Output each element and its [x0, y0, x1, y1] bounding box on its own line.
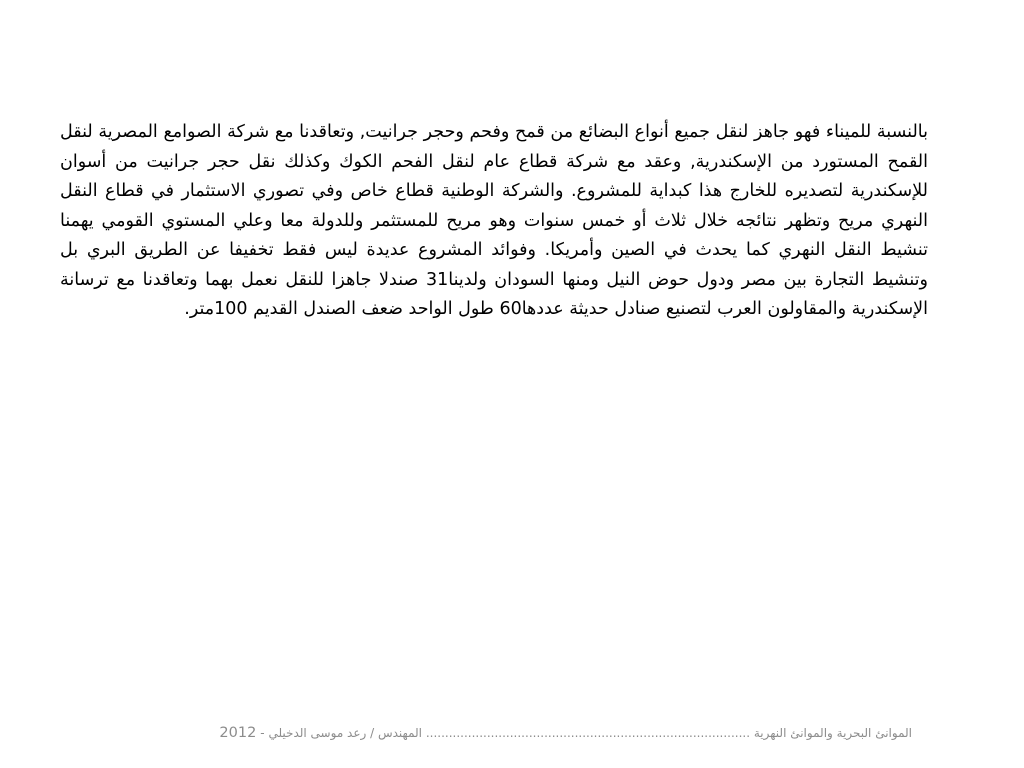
- slide-footer: [100, 718, 912, 748]
- footer-year: 2012: [219, 725, 257, 741]
- body-paragraph: بالنسبة للميناء فهو جاهز لنقل جميع أنواع البضائع من قمح وفحم وحجر جرانيت, وتعاقدنا مع شركة الصوامع المصرية لنقل القمح المستورد من الإسكندرية, وعقد مع شركة قطاع عام لنقل الفحم الكوك وكذلك نقل حجر جرانيت من أسوان للإسكندرية لتصديره للخارج هذا كبداية للمشروع. والشركة الوطنية قطاع خاص وفي تصوري الاستثمار في قطاع النقل النهري مريح وتظهر نتائجه خلال ثلاث أو خمس سنوات وهو مريح للمستثمر وللدولة معا وعلي المستوي القومي يهمنا تنشيط النقل النهري كما يحدث في الصين وأمريكا. وفوائد المشروع عديدة ليس فقط تخفيفا عن الطريق البري بل وتنشيط التجارة بين مصر ودول حوض النيل ومنها السودان ولدينا31 صندلا جاهزا للنقل نعمل بهما وتعاقدنا مع ترسانة الإسكندرية والمقاولون العرب لتصنيع صنادل حديثة عددها60 طول الواحد ضعف الصندل القديم 100متر.: [60, 122, 928, 319]
- footer-text: الموانئ البحرية والموانئ النهرية ..................................................................................... المهندس / رعد موسى الدخيلي -: [260, 726, 912, 740]
